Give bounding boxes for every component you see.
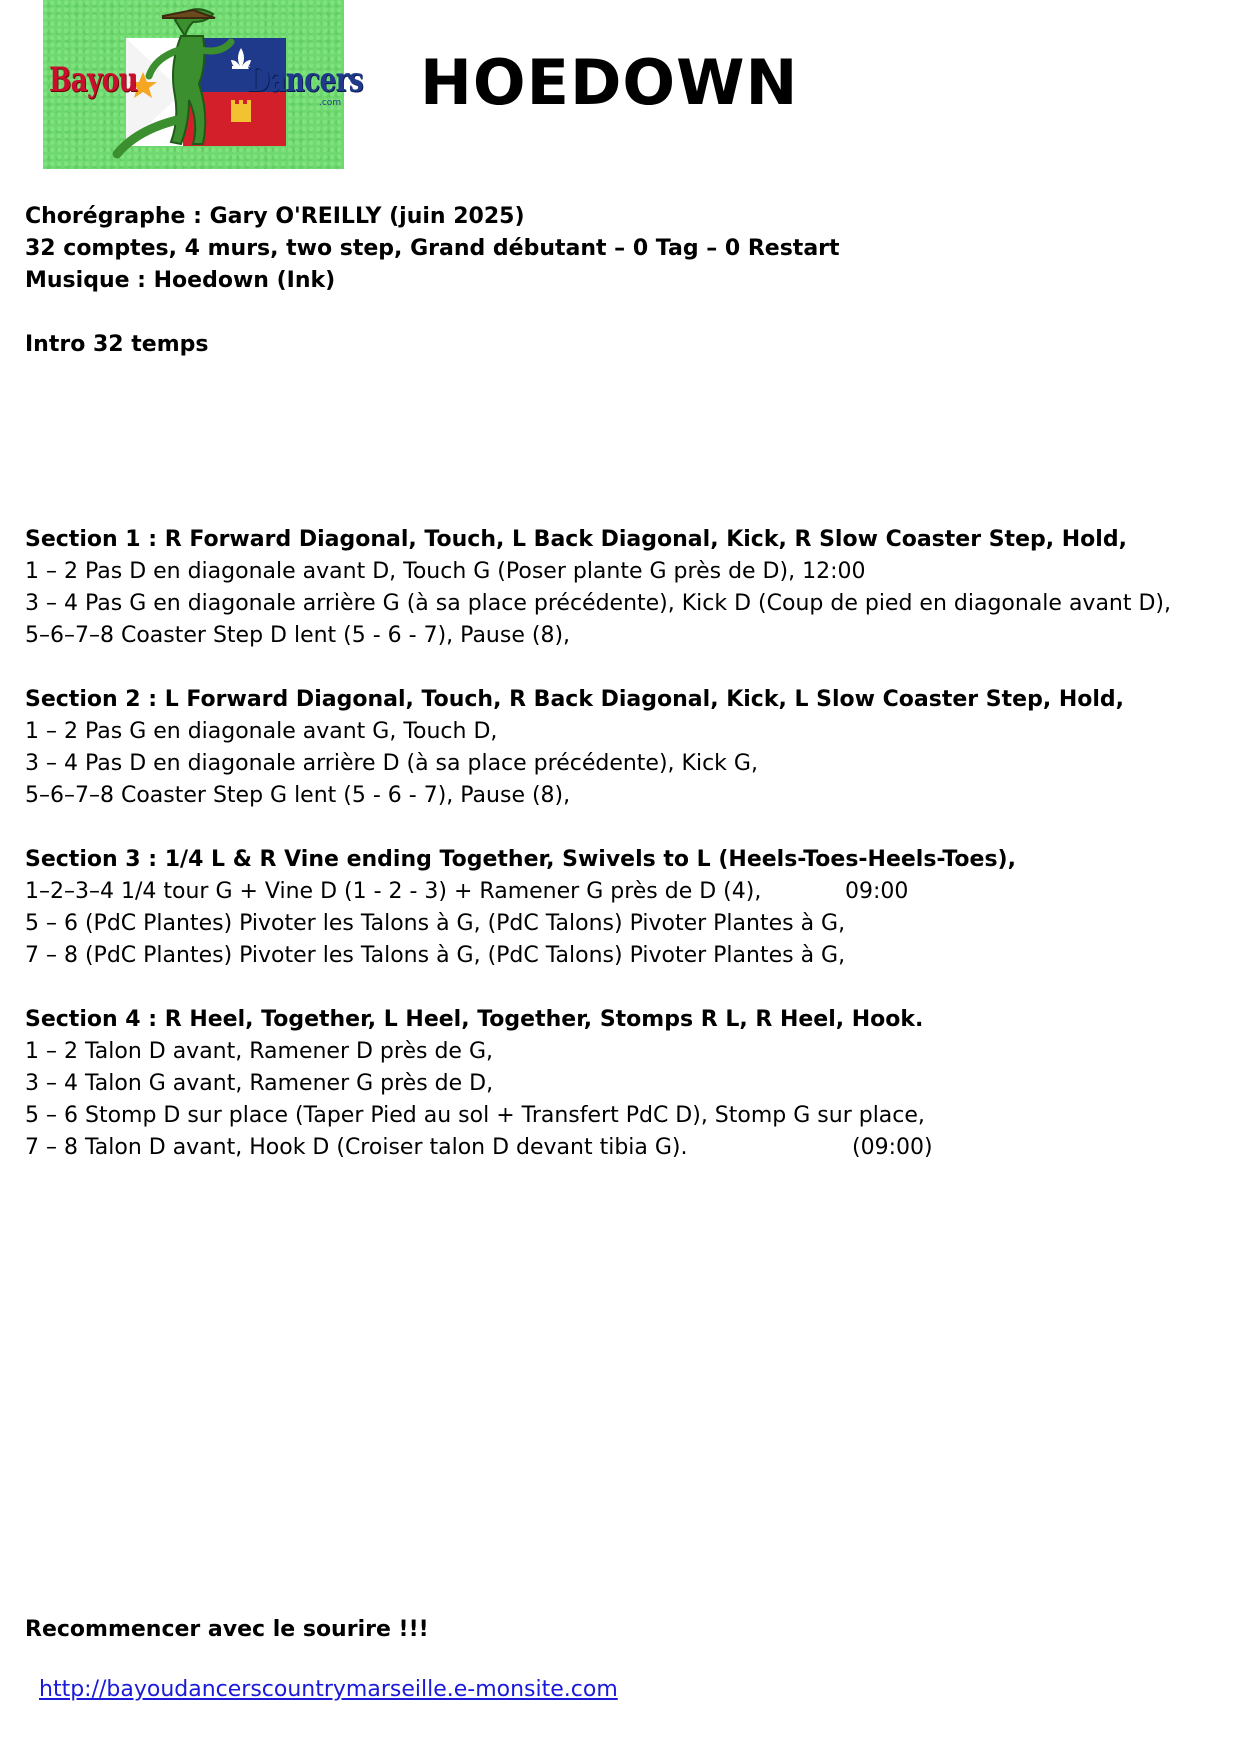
section-3-step: 5 – 6 (PdC Plantes) Pivoter les Talons à G, (PdC Talons) Pivoter Plantes à G, [25,911,846,936]
section-4-wall-time: (09:00) [852,1135,933,1160]
choreographer-line: Chorégraphe : Gary O'REILLY (juin 2025) [25,204,525,229]
intro-line: Intro 32 temps [25,332,209,357]
section-2-step: 1 – 2 Pas G en diagonale avant G, Touch D, [25,719,498,744]
section-1-step: 1 – 2 Pas D en diagonale avant D, Touch G (Poser plante G près de D), 12:00 [25,559,866,584]
details-line: 32 comptes, 4 murs, two step, Grand débutant – 0 Tag – 0 Restart [25,236,840,261]
section-4-step: 1 – 2 Talon D avant, Ramener D près de G, [25,1039,493,1064]
logo-word-bayou: Bayou [49,60,138,100]
section-4-step: 7 – 8 Talon D avant, Hook D (Croiser talon D devant tibia G). [25,1135,688,1160]
section-3-heading: Section 3 : 1/4 L & R Vine ending Together, Swivels to L (Heels-Toes-Heels-Toes), [25,847,1016,872]
section-3-wall-time: 09:00 [845,879,909,904]
website-link[interactable]: http://bayoudancerscountrymarseille.e-monsite.com [39,1677,618,1702]
music-line: Musique : Hoedown (Ink) [25,268,336,293]
section-1-step: 5–6–7–8 Coaster Step D lent (5 - 6 - 7), Pause (8), [25,623,571,648]
section-4-step: 5 – 6 Stomp D sur place (Taper Pied au sol + Transfert PdC D), Stomp G sur place, [25,1103,925,1128]
section-4-step: 3 – 4 Talon G avant, Ramener G près de D, [25,1071,494,1096]
section-1-step: 3 – 4 Pas G en diagonale arrière G (à sa place précédente), Kick D (Coup de pied en diagonale avant D), [25,591,1172,616]
section-2-step: 5–6–7–8 Coaster Step G lent (5 - 6 - 7), Pause (8), [25,783,571,808]
section-2-step: 3 – 4 Pas D en diagonale arrière D (à sa place précédente), Kick G, [25,751,758,776]
bayou-dancers-logo [43,0,363,169]
dance-title: HOEDOWN [420,46,799,119]
section-2-heading: Section 2 : L Forward Diagonal, Touch, R Back Diagonal, Kick, L Slow Coaster Step, Hold, [25,687,1125,712]
logo-word-dancers: Dancers [247,60,363,100]
footer-motto: Recommencer avec le sourire !!! [25,1617,429,1642]
section-1-heading: Section 1 : R Forward Diagonal, Touch, L Back Diagonal, Kick, R Slow Coaster Step, Hold, [25,527,1127,552]
castle-icon [231,100,251,122]
logo-suffix: .com [319,98,342,108]
section-3-step: 1–2–3–4 1/4 tour G + Vine D (1 - 2 - 3) + Ramener G près de D (4), [25,879,762,904]
section-3-step: 7 – 8 (PdC Plantes) Pivoter les Talons à G, (PdC Talons) Pivoter Plantes à G, [25,943,846,968]
section-4-heading: Section 4 : R Heel, Together, L Heel, Together, Stomps R L, R Heel, Hook. [25,1007,924,1032]
footer-link-wrapper [25,1648,618,1704]
